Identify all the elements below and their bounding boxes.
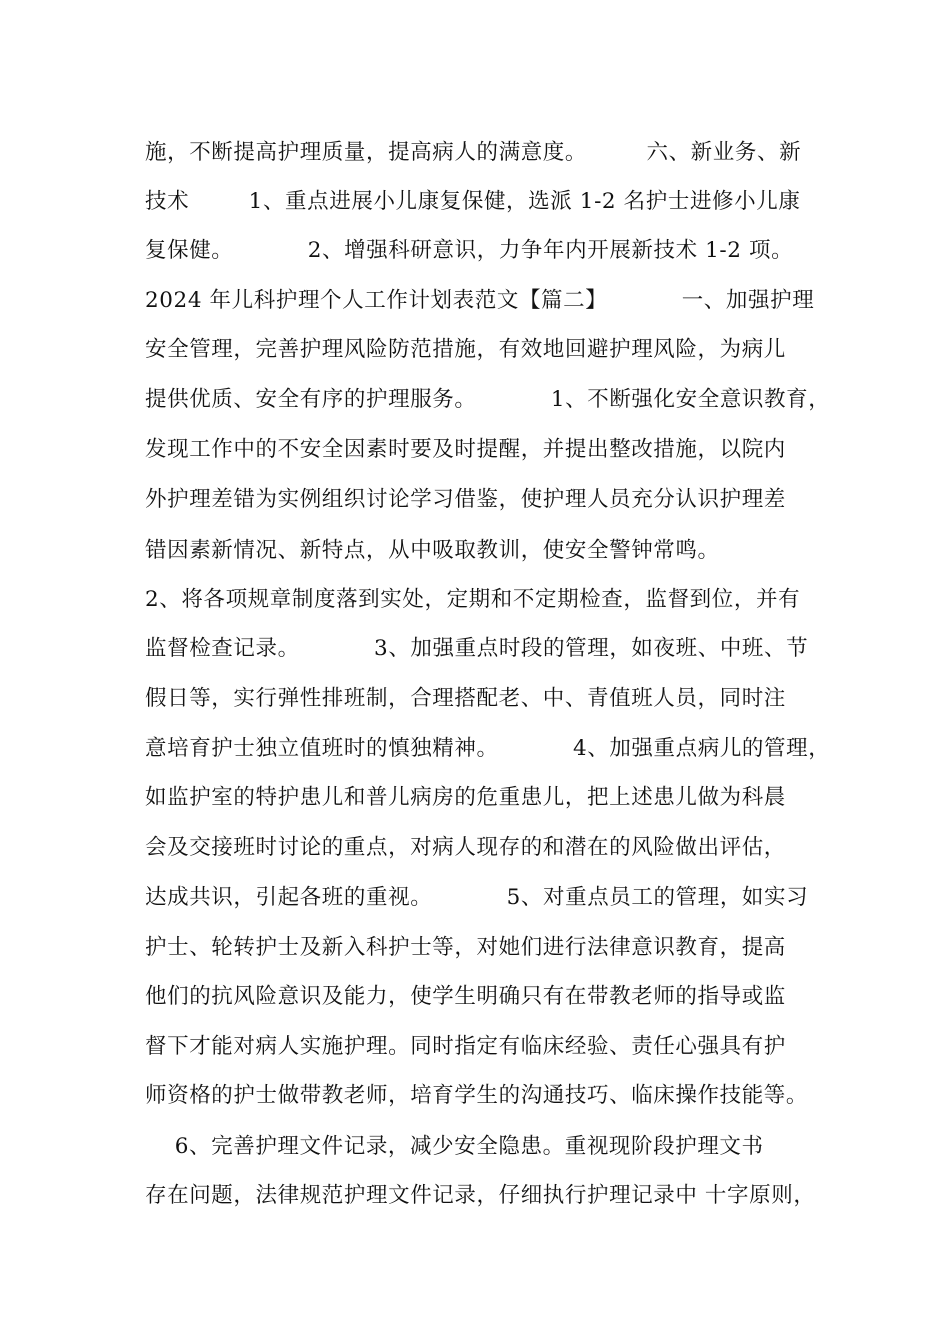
text-line: 2、将各项规章制度落到实处，定期和不定期检查，监督到位，并有 [145, 587, 801, 612]
text-line: 复保健。 2、增强科研意识，力争年内开展新技术 1-2 项。 [145, 238, 794, 263]
text-line: 意培育护士独立值班时的慎独精神。 4、加强重点病儿的管理， [145, 736, 831, 761]
text-line: 施，不断提高护理质量，提高病人的满意度。 六、新业务、新 [145, 140, 802, 165]
text-line: 如监护室的特护患儿和普儿病房的危重患儿，把上述患儿做为科晨 [145, 785, 786, 810]
text-line: 护士、轮转护士及新入科护士等，对她们进行法律意识教育，提高 [145, 935, 786, 960]
text-line: 安全管理，完善护理风险防范措施，有效地回避护理风险，为病儿 [145, 337, 786, 362]
text-line: 发现工作中的不安全因素时要及时提醒，并提出整改措施，以院内 [145, 437, 786, 462]
text-line: 他们的抗风险意识及能力，使学生明确只有在带教老师的指导或监 [145, 984, 786, 1009]
text-line: 存在问题，法律规范护理文件记录，仔细执行护理记录中 十字原则， [145, 1183, 816, 1208]
text-line: 6、完善护理文件记录，减少安全隐患。重视现阶段护理文书 [145, 1134, 764, 1159]
text-line: 会及交接班时讨论的重点，对病人现存的和潜在的风险做出评估， [145, 835, 786, 860]
text-line: 2024 年儿科护理个人工作计划表范文【篇二】 一、加强护理 [145, 288, 815, 313]
text-line: 师资格的护士做带教老师，培育学生的沟通技巧、临床操作技能等。 [145, 1083, 809, 1108]
text-line: 监督检查记录。 3、加强重点时段的管理，如夜班、中班、节 [145, 636, 809, 661]
text-line: 外护理差错为实例组织讨论学习借鉴，使护理人员充分认识护理差 [145, 487, 786, 512]
text-line: 提供优质、安全有序的护理服务。 1、不断强化安全意识教育， [145, 387, 831, 412]
text-line: 技术 1、重点进展小儿康复保健，选派 1-2 名护士进修小儿康 [145, 189, 801, 214]
text-line: 错因素新情况、新特点，从中吸取教训，使安全警钟常鸣。 [145, 538, 720, 563]
text-line: 达成共识，引起各班的重视。 5、对重点员工的管理，如实习 [145, 885, 809, 910]
text-line: 假日等，实行弹性排班制，合理搭配老、中、青值班人员，同时注 [145, 686, 786, 711]
text-line: 督下才能对病人实施护理。同时指定有临床经验、责任心强具有护 [145, 1034, 786, 1059]
